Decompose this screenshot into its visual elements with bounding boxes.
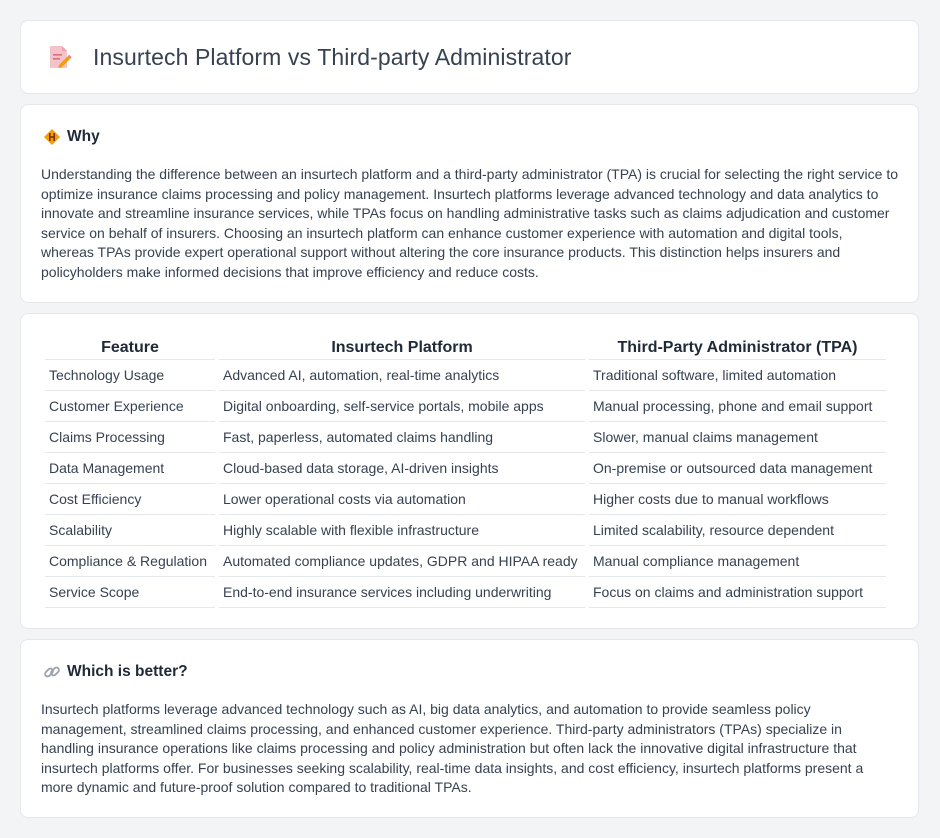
tpa-cell: Traditional software, limited automation [589, 360, 886, 391]
table-row [45, 577, 886, 608]
insurtech-cell: Highly scalable with flexible infrastructure [219, 515, 585, 546]
comparison-section [20, 313, 919, 629]
table-row [45, 391, 886, 422]
why-section [20, 104, 919, 303]
page-title: Insurtech Platform vs Third-party Administrator [93, 43, 572, 70]
insurtech-cell: Digital onboarding, self-service portals, mobile apps [219, 391, 585, 422]
feature-cell: Service Scope [45, 577, 215, 608]
header-tpa: Third-Party Administrator (TPA) [589, 336, 886, 360]
feature-cell: Claims Processing [45, 422, 215, 453]
insurtech-cell: Advanced AI, automation, real-time analytics [219, 360, 585, 391]
better-title: Which is better? [67, 663, 188, 680]
feature-cell: Scalability [45, 515, 215, 546]
better-heading [43, 663, 188, 681]
feature-cell: Technology Usage [45, 360, 215, 391]
header-insurtech: Insurtech Platform [219, 336, 585, 360]
document-pencil-icon [45, 43, 73, 71]
tpa-cell: Limited scalability, resource dependent [589, 515, 886, 546]
table-header-row [45, 336, 886, 360]
table-row [45, 360, 886, 391]
table-row [45, 422, 886, 453]
which-is-better-section [20, 639, 919, 818]
table-row [45, 546, 886, 577]
feature-cell: Compliance & Regulation [45, 546, 215, 577]
title-row [45, 43, 572, 71]
title-card [20, 20, 919, 94]
tpa-cell: Manual compliance management [589, 546, 886, 577]
comparison-table [41, 336, 890, 608]
insurtech-cell: Lower operational costs via automation [219, 484, 585, 515]
feature-cell: Customer Experience [45, 391, 215, 422]
feature-cell: Data Management [45, 453, 215, 484]
why-text: Understanding the difference between an insurtech platform and a third-party administrator (TPA) is crucial for selecting the right service to optimize insurance claims processing and policy management. Insurtech platforms leverage advanced technology and data analytics to innovate and streamline insurance services, while TPAs focus on handling administrative tasks such as claims adjudication and customer service on behalf of insurers. Choosing an insurtech platform can enhance customer experience with automation and digital tools, whereas TPAs provide expert operational support without altering the core insurance products. This distinction helps insurers and policyholders make informed decisions that improve efficiency and reduce costs. [41, 166, 899, 280]
why-heading [43, 128, 100, 146]
tpa-cell: Slower, manual claims management [589, 422, 886, 453]
insurtech-cell: Cloud-based data storage, AI-driven insights [219, 453, 585, 484]
table-row [45, 515, 886, 546]
link-icon [43, 663, 61, 681]
why-title: Why [67, 128, 100, 145]
insurtech-cell: Automated compliance updates, GDPR and HIPAA ready [219, 546, 585, 577]
diamond-warning-icon [43, 128, 61, 146]
tpa-cell: Focus on claims and administration support [589, 577, 886, 608]
insurtech-cell: End-to-end insurance services including underwriting [219, 577, 585, 608]
table-row [45, 484, 886, 515]
tpa-cell: On-premise or outsourced data management [589, 453, 886, 484]
insurtech-cell: Fast, paperless, automated claims handling [219, 422, 585, 453]
better-text: Insurtech platforms leverage advanced technology such as AI, big data analytics, and automation to provide seamless policy management, streamlined claims processing, and enhanced customer experience. Third-party administrators (TPAs) specialize in handling insurance operations like claims processing and policy administration but often lack the innovative digital infrastructure that insurtech platforms offer. For businesses seeking scalability, real-time data insights, and cost efficiency, insurtech platforms present a more dynamic and future-proof solution compared to traditional TPAs. [41, 701, 864, 796]
table-row [45, 453, 886, 484]
header-feature: Feature [45, 336, 215, 360]
feature-cell: Cost Efficiency [45, 484, 215, 515]
tpa-cell: Manual processing, phone and email support [589, 391, 886, 422]
tpa-cell: Higher costs due to manual workflows [589, 484, 886, 515]
